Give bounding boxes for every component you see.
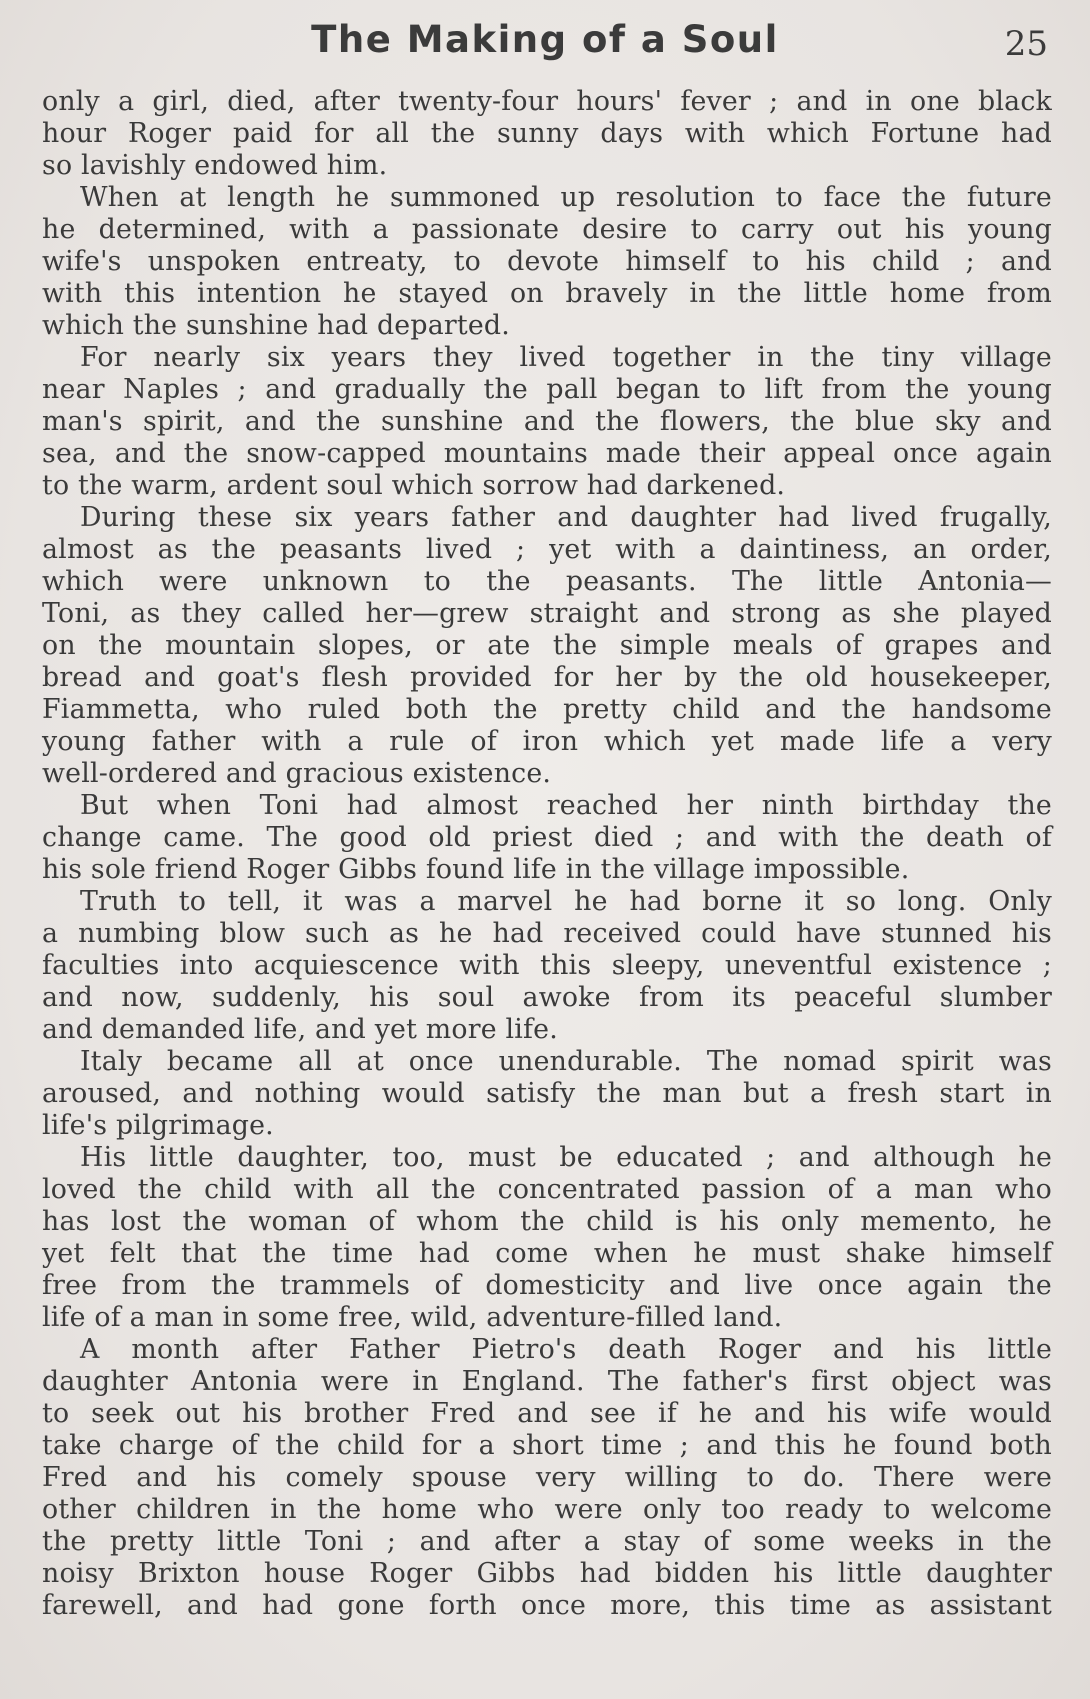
text-line: Fred and his comely spouse very willing to do. There were xyxy=(42,1462,1052,1493)
text-line: hour Roger paid for all the sunny days with which Fortune had xyxy=(42,118,1052,149)
text-line: near Naples ; and gradually the pall began to lift from the young xyxy=(42,374,1052,405)
text-line: yet felt that the time had come when he must shake himself xyxy=(42,1238,1052,1269)
text-line: faculties into acquiescence with this sleepy, uneventful existence ; xyxy=(42,950,1052,981)
text-line: Toni, as they called her—grew straight and strong as she played xyxy=(42,598,1052,629)
text-line: But when Toni had almost reached her ninth birthday the xyxy=(80,790,1052,821)
text-line: wife's unspoken entreaty, to devote himself to his child ; and xyxy=(42,246,1052,277)
text-line: daughter Antonia were in England. The father's first object was xyxy=(42,1366,1052,1397)
text-line: aroused, and nothing would satisfy the man but a fresh start in xyxy=(42,1078,1052,1109)
text-line: life of a man in some free, wild, adventure-filled land. xyxy=(42,1302,783,1333)
running-head xyxy=(0,14,1090,74)
text-line: life's pilgrimage. xyxy=(42,1110,274,1141)
text-line: he determined, with a passionate desire to carry out his young xyxy=(42,214,1052,245)
text-line: and now, suddenly, his soul awoke from its peaceful slumber xyxy=(42,982,1052,1013)
text-line: only a girl, died, after twenty-four hours' fever ; and in one black xyxy=(42,86,1052,117)
text-line: His little daughter, too, must be educated ; and although he xyxy=(80,1142,1052,1173)
text-line: free from the trammels of domesticity and live once again the xyxy=(42,1270,1052,1301)
text-line: noisy Brixton house Roger Gibbs had bidden his little daughter xyxy=(42,1558,1052,1589)
text-line: a numbing blow such as he had received could have stunned his xyxy=(42,918,1052,949)
page-number: 25 xyxy=(1004,24,1048,64)
text-line: young father with a rule of iron which yet made life a very xyxy=(42,726,1052,757)
text-line: A month after Father Pietro's death Roger and his little xyxy=(80,1334,1052,1365)
text-line: For nearly six years they lived together in the tiny village xyxy=(80,342,1052,373)
running-title: The Making of a Soul xyxy=(311,18,779,61)
text-line: farewell, and had gone forth once more, this time as assistant xyxy=(42,1590,1052,1621)
text-line: to the warm, ardent soul which sorrow had darkened. xyxy=(42,470,786,501)
text-line: the pretty little Toni ; and after a stay of some weeks in the xyxy=(42,1526,1052,1557)
text-line: on the mountain slopes, or ate the simple meals of grapes and xyxy=(42,630,1052,661)
text-line: has lost the woman of whom the child is his only memento, he xyxy=(42,1206,1052,1237)
text-line: to seek out his brother Fred and see if he and his wife would xyxy=(42,1398,1052,1429)
text-line: so lavishly endowed him. xyxy=(42,150,388,181)
text-line: his sole friend Roger Gibbs found life in the village impossible. xyxy=(42,854,910,885)
text-line: During these six years father and daughter had lived frugally, xyxy=(80,502,1052,533)
text-line: take charge of the child for a short time ; and this he found both xyxy=(42,1430,1052,1461)
text-line: with this intention he stayed on bravely in the little home from xyxy=(42,278,1052,309)
text-line: Fiammetta, who ruled both the pretty child and the handsome xyxy=(42,694,1052,725)
text-line: change came. The good old priest died ; and with the death of xyxy=(42,822,1052,853)
text-line: bread and goat's flesh provided for her by the old housekeeper, xyxy=(42,662,1052,693)
text-line: When at length he summoned up resolution to face the future xyxy=(80,182,1052,213)
text-line: sea, and the snow-capped mountains made their appeal once again xyxy=(42,438,1052,469)
text-line: man's spirit, and the sunshine and the flowers, the blue sky and xyxy=(42,406,1052,437)
text-line: almost as the peasants lived ; yet with a daintiness, an order, xyxy=(42,534,1052,565)
body-text xyxy=(42,86,1052,1622)
text-line: loved the child with all the concentrated passion of a man who xyxy=(42,1174,1052,1205)
text-line: which the sunshine had departed. xyxy=(42,310,510,341)
text-line: which were unknown to the peasants. The little Antonia— xyxy=(42,566,1052,597)
text-line: Truth to tell, it was a marvel he had borne it so long. Only xyxy=(80,886,1052,917)
text-line: well-ordered and gracious existence. xyxy=(42,758,552,789)
text-line: and demanded life, and yet more life. xyxy=(42,1014,558,1045)
text-line: other children in the home who were only too ready to welcome xyxy=(42,1494,1052,1525)
text-line: Italy became all at once unendurable. The nomad spirit was xyxy=(80,1046,1052,1077)
